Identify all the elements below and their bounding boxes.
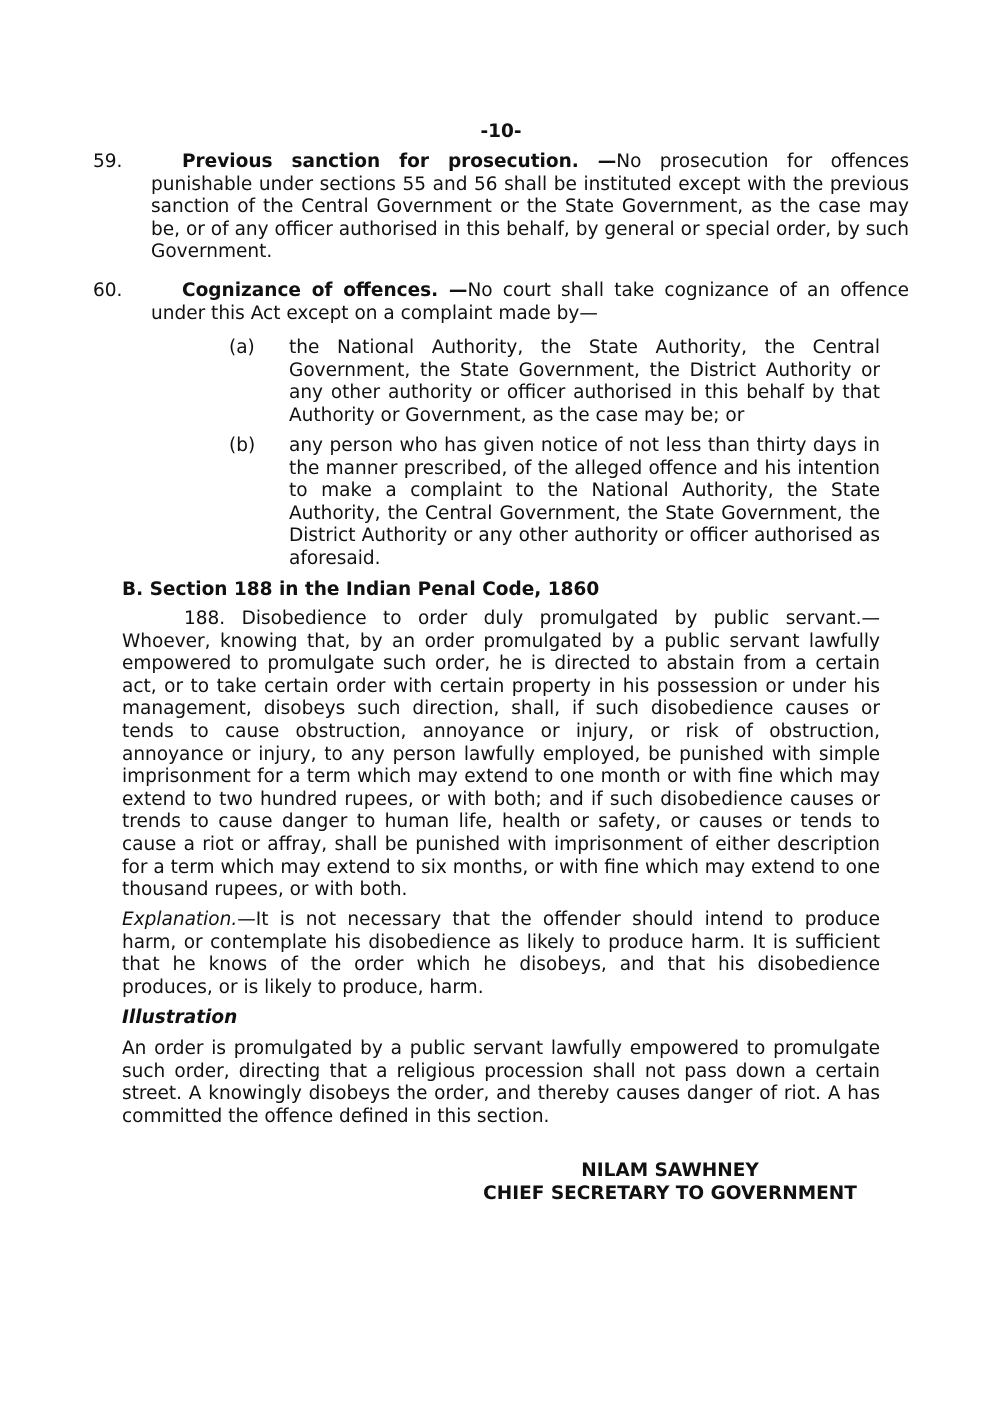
page-number: -10- (480, 121, 522, 142)
explanation-label: Explanation. (122, 909, 238, 930)
item-b-label: (b) (229, 435, 256, 456)
item-b-text: any person who has given notice of not less than thirty days in the manner prescribed, of the alleged offence and his intention to make a complaint to the National Authority, the State Authority, the Central Government, the State Government, the District Authority or any other authority or officer authorised as aforesaid. (289, 435, 880, 569)
section-60 (93, 280, 909, 325)
section-60-title: Cognizance of offences. — (182, 280, 468, 301)
signature-block (480, 1160, 860, 1205)
section-60-text: No court shall take cognizance of an offence under this Act except on a complaint made by— (151, 280, 909, 324)
section-59-title: Previous sanction for prosecution. — (182, 151, 617, 172)
section-59-number: 59. (93, 151, 123, 172)
explanation-paragraph (122, 909, 880, 999)
illustration-heading: Illustration (122, 1007, 238, 1028)
section-188-text: 188. Disobedience to order duly promulgated by public servant.— Whoever, knowing that, by an order promulgated by a public servant lawfully empowered to promulgate such order, he is directed to abstain from a certain act, or to take certain order with certain property in his possession or under his management, disobeys such direction, shall, if such disobedience causes or tends to cause obstruction, annoyance or injury, or risk of obstruction, annoyance or injury, to any person lawfully employed, be punished with simple imprisonment for a term which may extend to one month or with fine which may extend to two hundred rupees, or with both; and if such disobedience causes or trends to cause danger to human life, health or safety, or causes or tends to cause a riot or affray, shall be punished with imprisonment of either description for a term which may extend to six months, or with fine which may extend to one thousand rupees, or with both. (122, 608, 880, 901)
signatory-name: NILAM SAWHNEY (581, 1160, 759, 1181)
part-b-heading: B. Section 188 in the Indian Penal Code, 1860 (122, 579, 600, 600)
section-60-number: 60. (93, 280, 123, 301)
explanation-text: —It is not necessary that the offender should intend to produce harm, or contemplate his disobedience as likely to produce harm. It is sufficient that he knows of the order which he disobeys, and that his disobedience produces, or is likely to produce, harm. (122, 909, 880, 998)
signatory-designation: CHIEF SECRETARY TO GOVERNMENT (483, 1182, 857, 1204)
illustration-text: An order is promulgated by a public servant lawfully empowered to promulgate such order, directing that a religious procession shall not pass down a certain street. A knowingly disobeys the order, and thereby causes danger of riot. A has committed the offence defined in this section. (122, 1038, 880, 1127)
section-59 (93, 151, 910, 264)
item-a-label: (a) (229, 337, 255, 358)
item-a-text: the National Authority, the State Authority, the Central Government, the State Government, the District Authority or any other authority or officer authorised in this behalf by that Authority or Government, as the case may be; or (289, 337, 880, 426)
section-59-text: No prosecution for offences punishable under sections 55 and 56 shall be instituted except with the previous sanction of the Central Government or the State Government, as the case may be, or of any officer authorised in this behalf, by general or special order, by such Government. (151, 151, 910, 263)
